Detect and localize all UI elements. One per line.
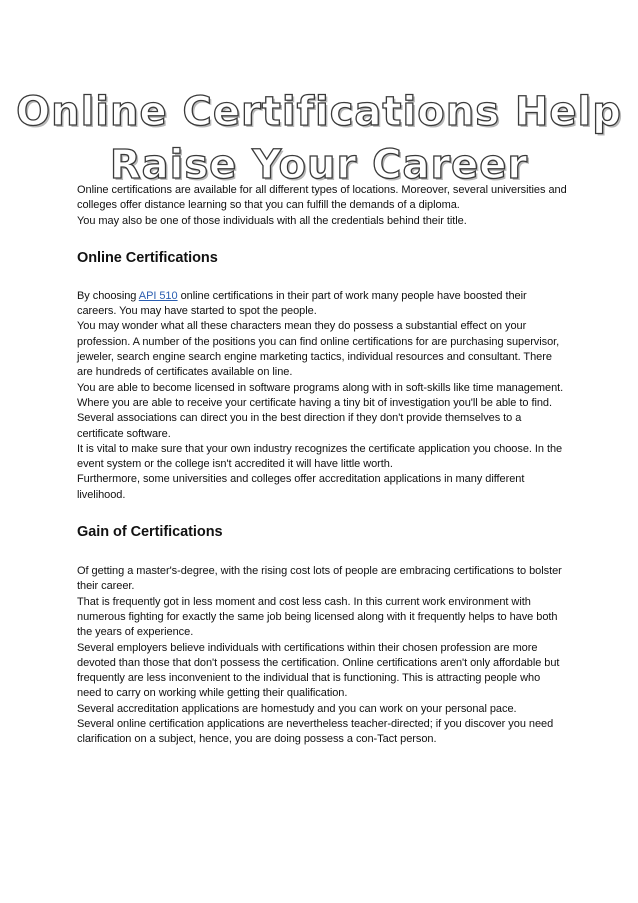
section-heading-gain-of-certifications: Gain of Certifications [77,524,223,541]
section1-paragraph-3: You are able to become licensed in software programs along with in soft-skills like time management. Where you are able to receive your certificate having a tiny bit of investigation you'll be able to find. Several associations can direct you in the best direction if they don't provide themselves to a certificate software. [77,381,564,440]
section2-paragraph-1: Of getting a master's-degree, with the rising cost lots of people are embracing certifications to bolster their career. [77,565,562,593]
section-body-gain-of-certifications [77,564,567,748]
section1-paragraph-1 [77,289,567,320]
section2-paragraph-4: Several accreditation applications are homestudy and you can work on your personal pace. [77,702,517,715]
document-title [0,86,638,192]
section1-paragraph-5: Furthermore, some universities and colleges offer accreditation applications in many different livelihood. [77,473,525,501]
section1-paragraph-4: It is vital to make sure that your own industry recognizes the certificate application you choose. In the event system or the college isn't accredited it will have little worth. [77,442,563,471]
section2-paragraph-2: That is frequently got in less moment and cost less cash. In this current work environment with numerous fighting for exactly the same job being licensed along with it frequently helps to have both the years of experience. [77,595,558,639]
title-line-1: Online Certifications Help [16,89,622,135]
intro-paragraph-1: Online certifications are available for all different types of locations. Moreover, several universities and colleges offer distance learning so that you can fulfill the demands of a diploma. [77,184,567,212]
section1-p1-text-before: By choosing [77,289,139,302]
section2-paragraph-3: Several employers believe individuals with certifications within their chosen profession are more devoted than those that don't possess the certification. Online certifications aren't only affordable but frequently are less inconvenient to the individual that is functioning. This is attracting people who need to carry on working while getting their qualification. [77,641,560,700]
title-line-2: Raise Your Career [109,142,529,188]
section-heading-online-certifications: Online Certifications [77,249,218,266]
section2-paragraph-5: Several online certification applications are nevertheless teacher-directed; if you discover you need clarification on a subject, hence, you are doing possess a con-Tact person. [77,718,554,746]
document-body [77,183,567,748]
section-body-online-certifications [77,289,567,503]
api-510-link[interactable]: API 510 [138,289,178,302]
intro-paragraph-2: You may also be one of those individuals with all the credentials behind their title. [77,214,467,227]
section1-paragraph-2: You may wonder what all these characters mean they do possess a substantial effect on your profession. A number of the positions you can find online certifications for are purchasing supervisor, jeweler, search engine search engine marketing tactics, individual resources and consultant. There are hundreds of certificates available on line. [77,320,560,379]
section1-p1-text-after: online certifications in their part of work many people have boosted their careers. You may have started to spot the people. [77,289,527,318]
